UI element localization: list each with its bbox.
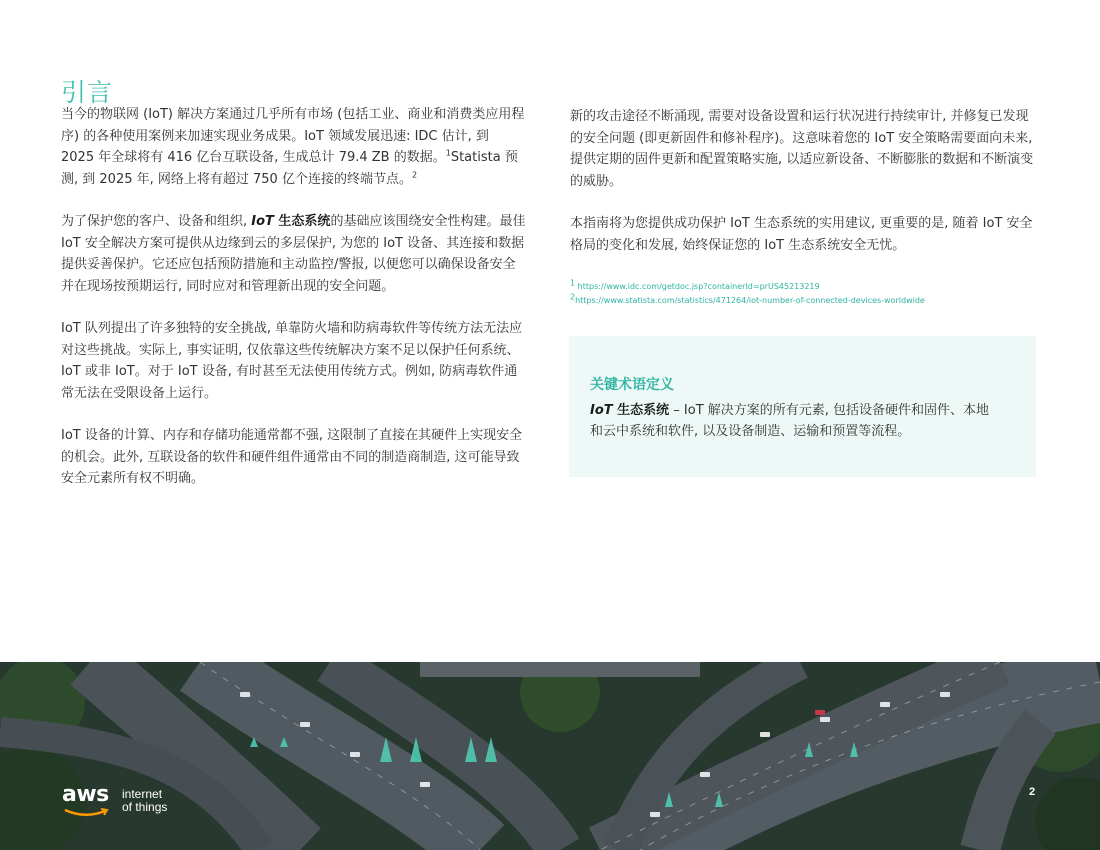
key-term-italic: IoT <box>590 403 613 418</box>
aws-iot-logo <box>62 782 202 822</box>
intro-text-2a: 为了保护您的客户、设备和组织, <box>61 214 252 229</box>
key-term <box>590 403 669 418</box>
aws-wordmark: aws <box>62 782 109 807</box>
logo-line-1: internet <box>122 787 163 801</box>
term-rest: 生态系统 <box>273 214 331 229</box>
page-title: 引言 <box>61 77 114 107</box>
footnote-2 <box>570 294 925 308</box>
footnote-2-link[interactable]: https://www.statista.com/statistics/471264/iot-number-of-connected-devices-worldwide <box>575 296 925 305</box>
intro-paragraph-3: IoT 队列提出了许多独特的安全挑战, 单靠防火墙和防病毒软件等传统方法无法应对这些挑战。实际上, 事实证明, 仅依靠这些传统解决方案不足以保护任何系统、IoT 或非 IoT。对于 IoT 设备, 有时甚至无法使用传统方式。例如, 防病毒软件通常无法在受限设备上运行。 <box>61 321 523 401</box>
footnotes <box>570 280 925 308</box>
right-paragraph-2: 本指南将为您提供成功保护 IoT 生态系统的实用建议, 更重要的是, 随着 IoT 安全格局的变化和发展, 始终保证您的 IoT 生态系统安全无忧。 <box>570 216 1033 253</box>
key-term-definition <box>590 400 1000 442</box>
key-terms-heading: 关键术语定义 <box>590 377 674 393</box>
right-paragraph-1: 新的攻击途径不断涌现, 需要对设备设置和运行状况进行持续审计, 并修复已发现的安全问题 (即更新固件和修补程序)。这意味着您的 IoT 安全策略需要面向未来, 提供定期的固件更新和配置策略实施, 以适应新设备、不断膨胀的数据和不断演变的威胁。 <box>570 109 1034 189</box>
footnote-1 <box>570 280 925 294</box>
footnote-2-number: 2 <box>570 292 576 302</box>
key-term-rest: 生态系统 <box>612 403 670 418</box>
intro-text-2b: 的基础应该围绕安全性构建。最佳 IoT 安全解决方案可提供从边缘到云的多层保护, 为您的 IoT 设备、其连接和数据提供妥善保护。它还应包括预防措施和主动监控/警报, 以便您可以确保设备安全并在现场按预期运行, 同时应对和管理新出现的安全问题。 <box>61 214 526 294</box>
footnote-ref-1: 1 <box>445 148 451 158</box>
intro-paragraph-1 <box>61 104 526 190</box>
logo-line-2: of things <box>122 800 168 814</box>
left-column <box>61 104 526 490</box>
page-number: 2 <box>1029 786 1036 798</box>
intro-paragraph-2 <box>61 211 526 297</box>
footnote-ref-2: 2 <box>411 170 418 180</box>
intro-text-1b: Statista 预测, 到 2025 年, 网络上将有超过 750 亿个连接的终端节点。 <box>61 150 518 187</box>
key-term-definition-text: – IoT 解决方案的所有元素, 包括设备硬件和固件、本地和云中系统和软件, 以及设备制造、运输和预置等流程。 <box>590 403 990 439</box>
term-italic: IoT <box>251 214 274 229</box>
right-column <box>570 106 1035 256</box>
footnote-1-link[interactable]: https://www.idc.com/getdoc.jsp?containerId=prUS45213219 <box>577 282 820 291</box>
iot-ecosystem-term <box>251 214 330 229</box>
intro-text-1a: 当今的物联网 (IoT) 解决方案通过几乎所有市场 (包括工业、商业和消费类应用程序) 的各种使用案例来加速实现业务成果。IoT 领域发展迅速: IDC 估计, 到 2025 年全球将有 416 亿台互联设备, 生成总计 79.4 ZB 的数据。 <box>61 107 525 165</box>
intro-paragraph-4: IoT 设备的计算、内存和存储功能通常都不强, 这限制了直接在其硬件上实现安全的机会。此外, 互联设备的软件和硬件组件通常由不同的制造商制造, 这可能导致安全元素所有权不明确。 <box>61 428 523 486</box>
key-terms-box <box>569 336 1036 477</box>
footnote-1-number: 1 <box>570 278 576 288</box>
aws-smile-icon <box>63 808 109 818</box>
